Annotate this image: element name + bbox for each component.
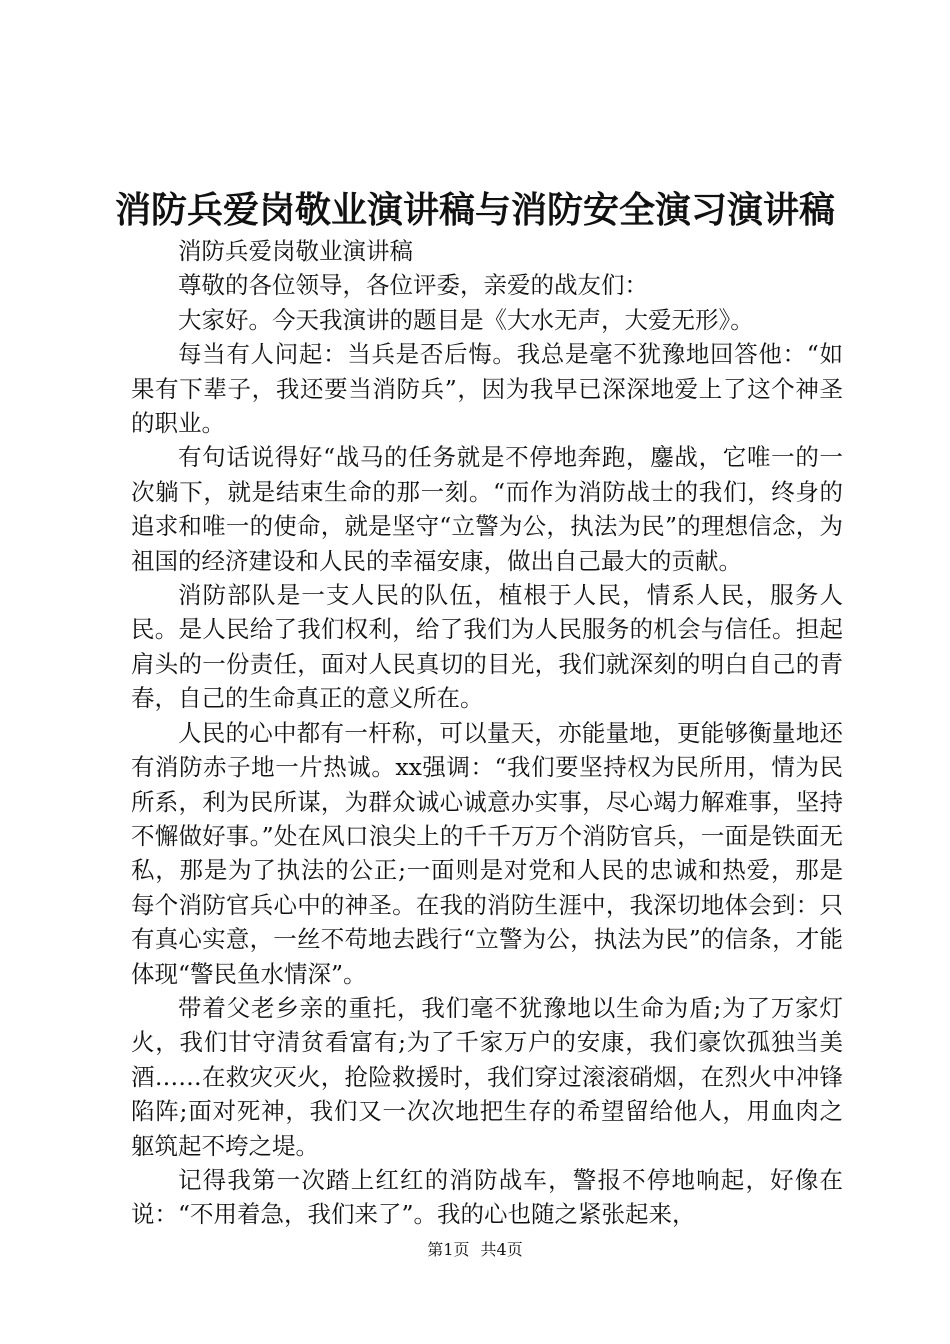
paragraph: 有句话说得好“战马的任务就是不停地奔跑，鏖战，它唯一的一次躺下，就是结束生命的那一刻。“而作为消防战士的我们，终身的追求和唯一的使命，就是坚守“立警为公，执法为民”的理想信念，为祖国的经济建设和人民的幸福安康，做出自己最大的贡献。 — [131, 443, 843, 575]
paragraph-salutation: 尊敬的各位领导，各位评委，亲爱的战友们： — [178, 271, 648, 300]
page-footer — [0, 1240, 950, 1260]
document-title: 消防兵爱岗敬业演讲稿与消防安全演习演讲稿 — [114, 189, 835, 231]
paragraph: 记得我第一次踏上红红的消防战车，警报不停地响起，好像在说：“不用着急，我们来了”。我的心也随之紧张起来， — [131, 1165, 843, 1229]
paragraph-subtitle: 消防兵爱岗敬业演讲稿 — [178, 237, 413, 265]
page-number: 第1页 — [427, 1240, 470, 1259]
document-body — [131, 234, 843, 1232]
paragraph: 人民的心中都有一杆称，可以量天，亦能量地，更能够衡量地还有消防赤子地一片热诚。xx强调：“我们要坚持权为民所用，情为民所系，利为民所谋，为群众诚心诚意办实事，尽心竭力解难事，坚持不懈做好事。”处在风口浪尖上的千千万万个消防官兵，一面是铁面无私，那是为了执法的公正;一面则是对党和人民的忠诚和热爱，那是每个消防官兵心中的神圣。在我的消防生涯中，我深切地体会到：只有真心实意，一丝不苟地去践行“立警为公，执法为民”的信条，才能体现“警民鱼水情深”。 — [131, 718, 843, 988]
paragraph: 大家好。今天我演讲的题目是《大水无声，大爱无形》。 — [178, 305, 754, 334]
paragraph: 每当有人问起：当兵是否后悔。我总是毫不犹豫地回答他：“如果有下辈子，我还要当消防兵”，因为我早已深深地爱上了这个神圣的职业。 — [131, 340, 843, 438]
paragraph: 消防部队是一支人民的队伍，植根于人民，情系人民，服务人民。是人民给了我们权利，给了我们为人民服务的机会与信任。担起肩头的一份责任，面对人民真切的目光，我们就深刻的明白自己的青春，自己的生命真正的意义所在。 — [131, 581, 843, 713]
page-total: 共4页 — [480, 1240, 523, 1259]
paragraph: 带着父老乡亲的重托，我们毫不犹豫地以生命为盾;为了万家灯火，我们甘守清贫看富有;为了千家万户的安康，我们豪饮孤独当美酒……在救灾灭火，抢险救援时，我们穿过滚滚硝烟，在烈火中冲锋陷阵;面对死神，我们又一次次地把生存的希望留给他人，用血肉之躯筑起不垮之堤。 — [131, 993, 843, 1160]
